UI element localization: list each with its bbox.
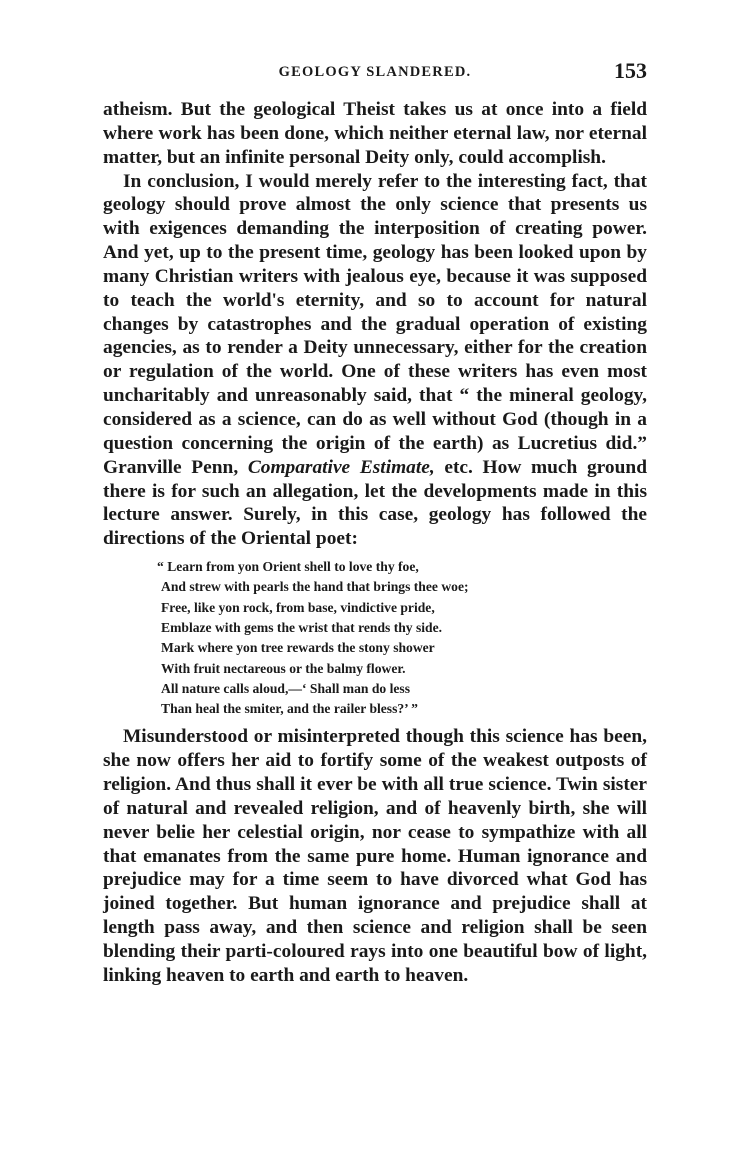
poem-line: Emblaze with gems the wrist that rends thy side. [161, 619, 443, 635]
poem-quotation [157, 557, 647, 719]
paragraph-text: In conclusion, I would merely refer to the interesting fact, that geology should prove almost the only science that presents us with exigences demanding the interposition of creating power. And yet, up to the present time, geology has been looked upon by many Christian writers with jealous eye, because it was supposed to teach the world's eternity, and so to account for natural changes by catastrophes and the gradual operation of existing agencies, as to render a Deity unnecessary, either for the creation or regulation of the world. One of these writers has even most uncharitably and unreasonably said, that “ the mineral geology, considered as a science, can do as well without God (though in a question concerning the origin of the earth) as Lucretius did.” Granville Penn, [103, 170, 647, 478]
body-text [103, 98, 647, 988]
running-title: GEOLOGY SLANDERED. [278, 64, 472, 80]
poem-line: Mark where yon tree rewards the stony shower [161, 640, 435, 656]
paragraph-continuation: atheism. But the geological Theist takes us at once into a field where work has been done, which neither eternal law, nor eternal matter, but an infinite personal Deity only, could accomplish. [103, 99, 647, 168]
paragraph-conclusion [103, 170, 647, 552]
page-number: 153 [614, 58, 647, 83]
paragraph-text: etc. How much ground there is for such an allegation, let the developments made in this lecture answer. Surely, in this case, geology has followed the directions of the Oriental poet: [103, 456, 647, 550]
poem-line: Than heal the smiter, and the railer bless?’ ” [161, 701, 418, 717]
cited-work-title: Comparative Estimate, [247, 456, 435, 478]
paragraph-final: Misunderstood or misinterpreted though this science has been, she now offers her aid to fortify some of the weakest outposts of religion. And thus shall it ever be with all true science. Twin sister of natural and revealed religion, and of heavenly birth, she will never belie her celestial origin, nor cease to sympathize with all that emanates from the same pure home. Human ignorance and prejudice may for a time seem to have divorced what God has joined together. But human ignorance and prejudice shall at length pass away, and then science and religion shall be seen blending their parti-coloured rays into one beautiful bow of light, linking heaven to earth and earth to heaven. [103, 726, 647, 986]
poem-line: And strew with pearls the hand that brings thee woe; [161, 579, 469, 595]
poem-line: “ Learn from yon Orient shell to love thy foe, [157, 559, 419, 575]
poem-line: With fruit nectareous or the balmy flower. [161, 660, 406, 676]
poem-line: All nature calls aloud,—‘ Shall man do less [161, 680, 411, 696]
running-head [103, 58, 647, 88]
poem-line: Free, like yon rock, from base, vindictive pride, [161, 599, 435, 615]
